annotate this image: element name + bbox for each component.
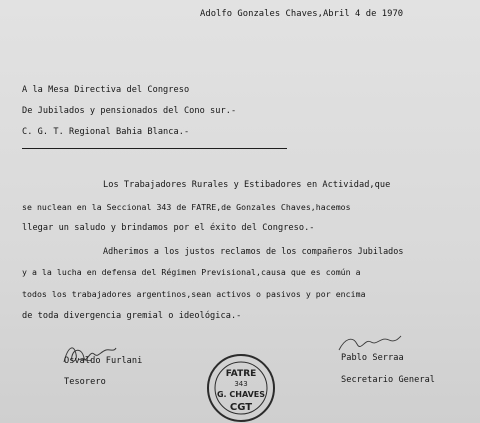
stamp-text-bottom: CGT <box>229 402 253 413</box>
union-stamp <box>205 352 277 423</box>
right-signatory-name: Pablo Serraa <box>341 353 404 363</box>
place-date: Adolfo Gonzales Chaves,Abril 4 de 1970 <box>200 9 404 19</box>
recipient-line-1: A la Mesa Directiva del Congreso <box>22 85 190 95</box>
stamp-text-city: G. CHAVES <box>216 390 266 399</box>
body-paragraph-1-line-1: Los Trabajadores Rurales y Estibadores en Actividad,que <box>103 180 391 190</box>
body-paragraph-2-line-4: de toda divergencia gremial o ideológica.- <box>22 311 242 321</box>
right-signatory-role: Secretario General <box>341 375 436 385</box>
body-paragraph-1-line-3: llegar un saludo y brindamos por el éxito del Congreso.- <box>22 223 315 233</box>
left-signatory-name: Osvaldo Furlani <box>64 356 143 366</box>
body-paragraph-1-line-2: se nuclean en la Seccional 343 de FATRE,de Gonzales Chaves,hacemos <box>22 202 351 212</box>
body-paragraph-2-line-3: todos los trabajadores argentinos,sean activos o pasivos y por encima <box>22 289 366 299</box>
stamp-text-top: FATRE <box>225 369 257 379</box>
recipient-line-2: De Jubilados y pensionados del Cono sur.- <box>22 106 237 116</box>
stamp-text-number: 343 <box>234 380 248 388</box>
left-signatory-role: Tesorero <box>64 377 106 387</box>
body-paragraph-2-line-1: Adherimos a los justos reclamos de los compañeros Jubilados <box>103 246 404 256</box>
body-paragraph-2-line-2: y a la lucha en defensa del Régimen Previsional,causa que es común a <box>22 267 361 277</box>
recipient-line-3: C. G. T. Regional Bahia Blanca.- <box>22 127 190 137</box>
separator-rule <box>22 148 287 149</box>
